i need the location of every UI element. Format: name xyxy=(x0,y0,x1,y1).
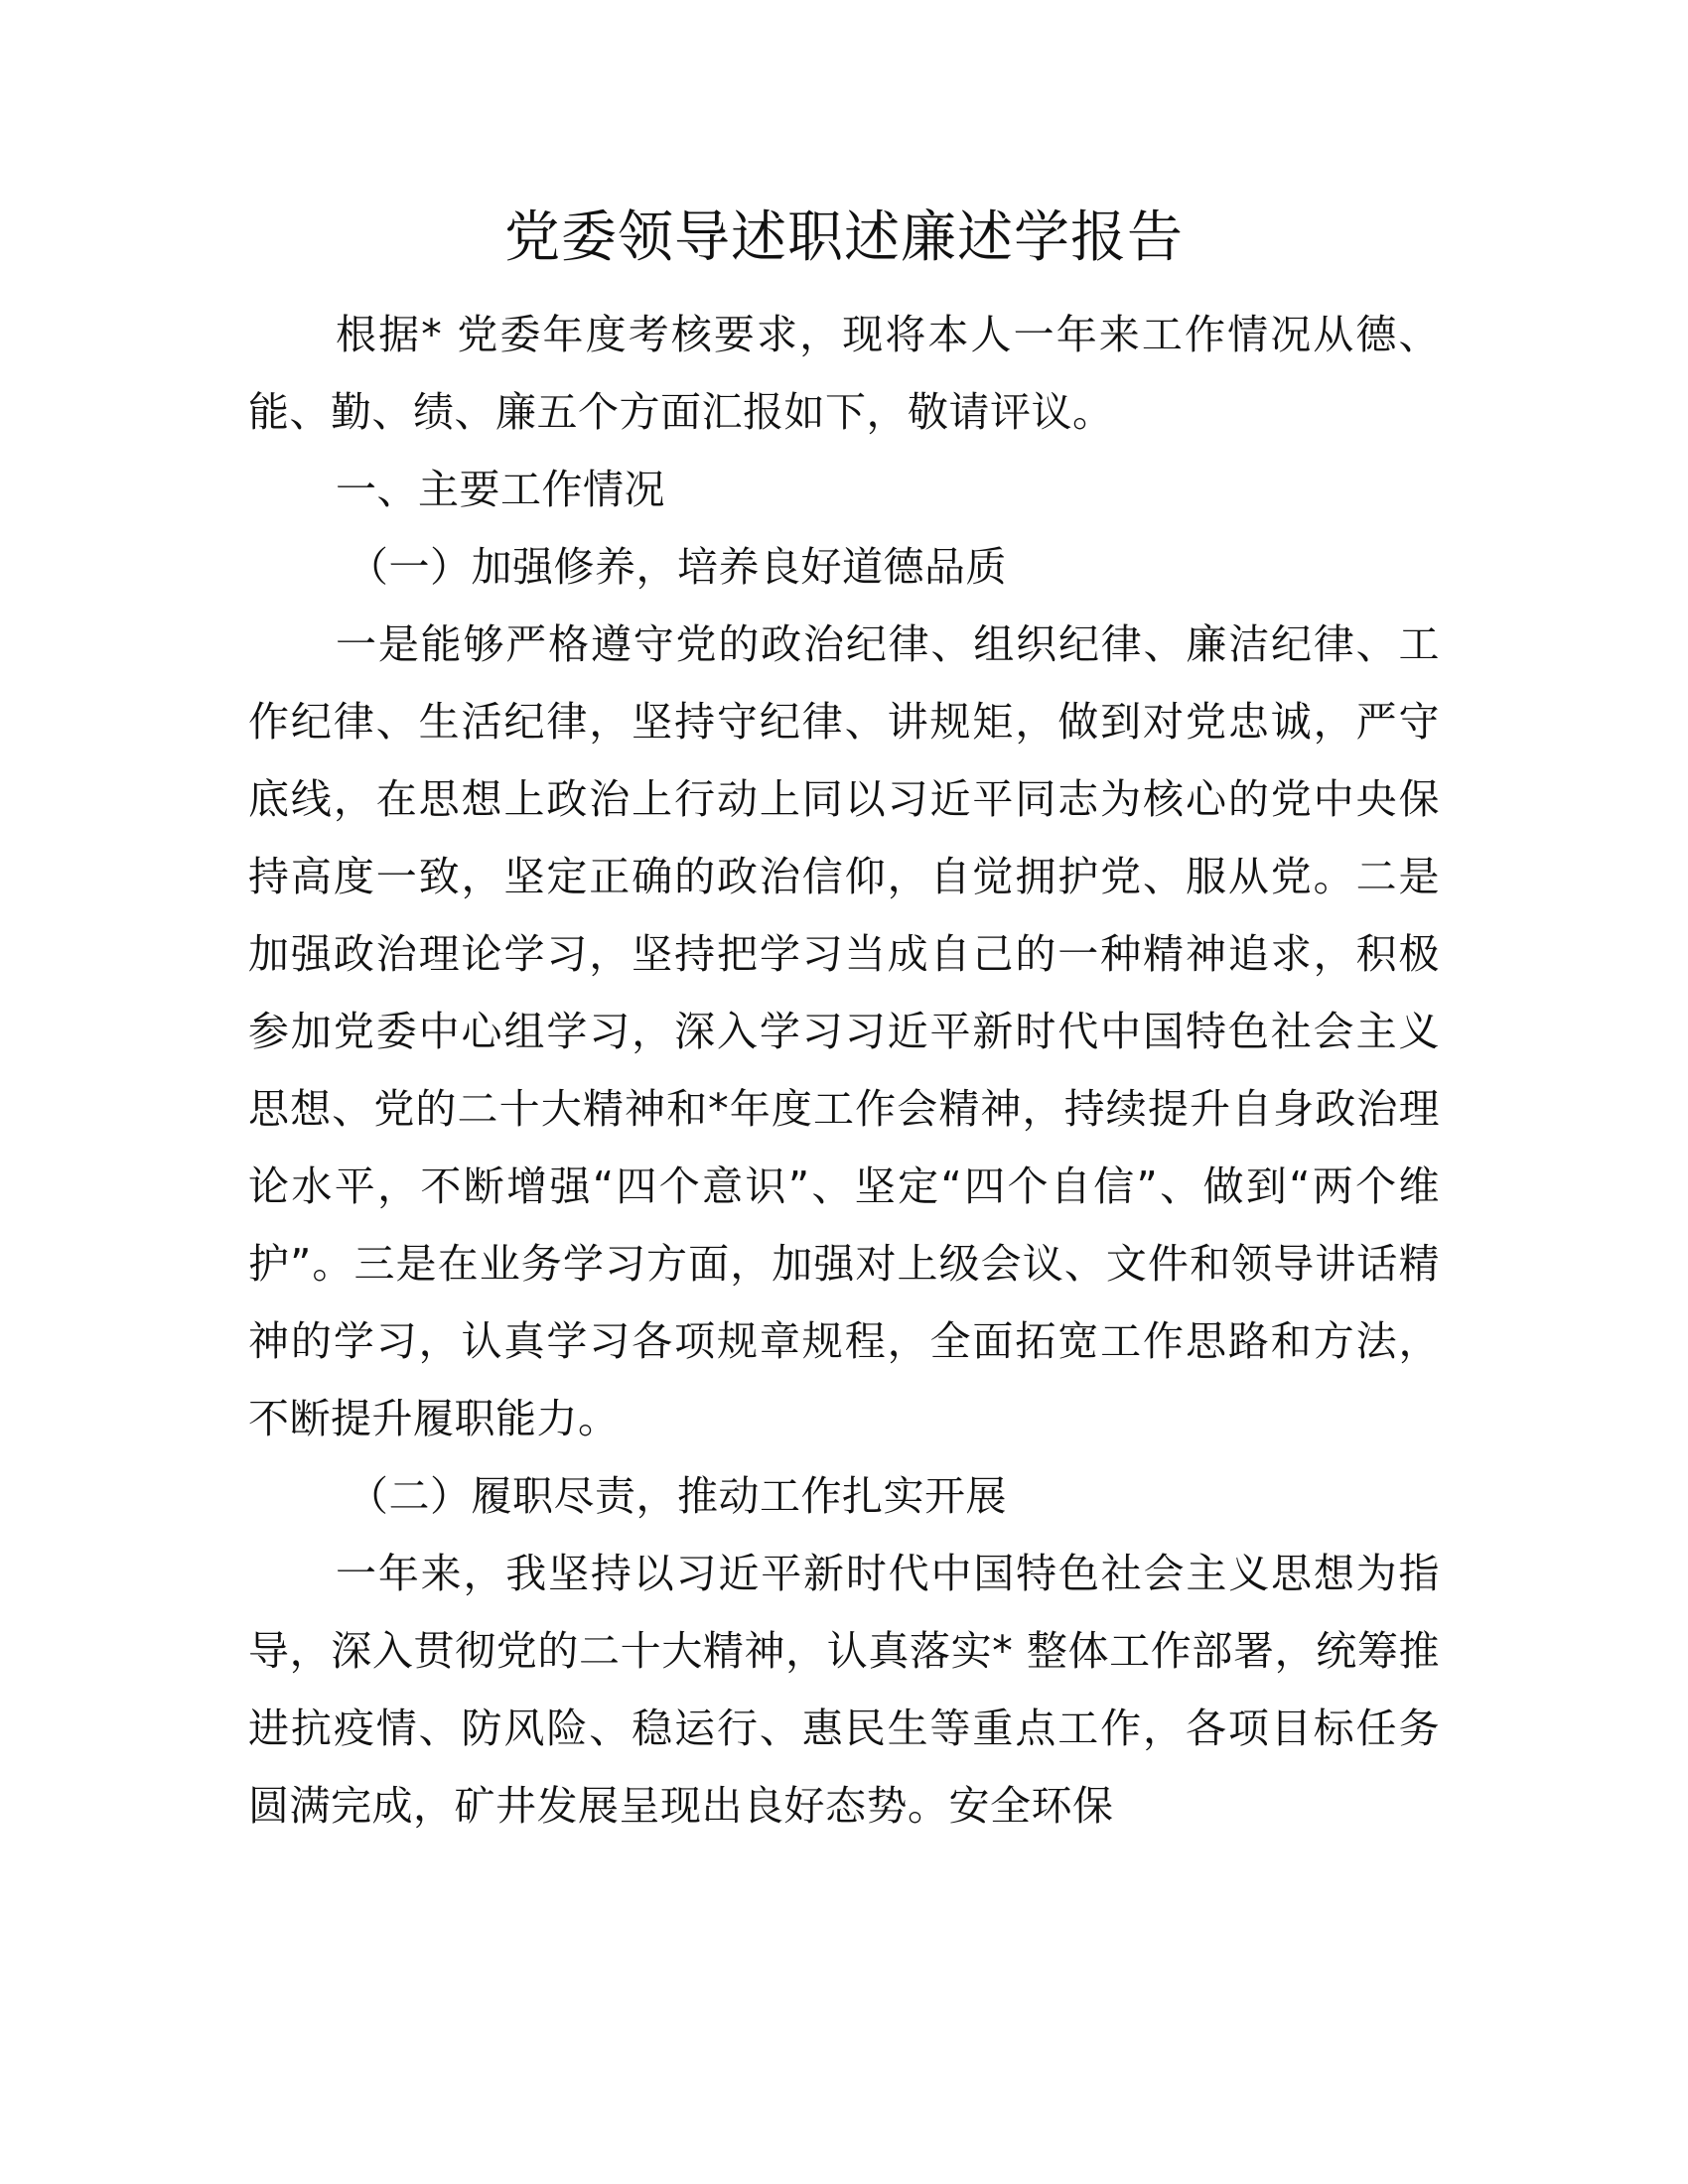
section-heading-main-work: 一、主要工作情况 xyxy=(336,466,665,513)
document-title: 党委领导述职述廉述学报告 xyxy=(504,205,1184,270)
document-body xyxy=(248,296,1440,1844)
subsection-heading-1: （一）加强修养，培养良好道德品质 xyxy=(348,543,1007,591)
intro-paragraph: 根据* 党委年度考核要求，现将本人一年来工作情况从德、能、勤、绩、廉五个方面汇报如下，敬请评议。 xyxy=(248,311,1440,436)
body-paragraph-1: 一是能够严格遵守党的政治纪律、组织纪律、廉洁纪律、工作纪律、生活纪律，坚持守纪律、讲规矩，做到对党忠诚，严守底线，在思想上政治上行动上同以习近平同志为核心的党中央保持高度一致，坚定正确的政治信仰，自觉拥护党、服从党。二是加强政治理论学习，坚持把学习当成自己的一种精神追求，积极参加党委中心组学习，深入学习习近平新时代中国特色社会主义思想、党的二十大精神和*年度工作会精神，持续提升自身政治理论水平，不断增强“四个意识”、坚定“四个自信”、做到“两个维护”。三是在业务学习方面，加强对上级会议、文件和领导讲话精神的学习，认真学习各项规章规程，全面拓宽工作思路和方法，不断提升履职能力。 xyxy=(248,620,1440,1442)
subsection-heading-2: （二）履职尽责，推动工作扎实开展 xyxy=(348,1472,1007,1520)
body-paragraph-2: 一年来，我坚持以习近平新时代中国特色社会主义思想为指导，深入贯彻党的二十大精神，认真落实* 整体工作部署，统筹推进抗疫情、防风险、稳运行、惠民生等重点工作，各项目标任务圆满完成，矿井发展呈现出良好态势。安全环保 xyxy=(248,1550,1440,1830)
